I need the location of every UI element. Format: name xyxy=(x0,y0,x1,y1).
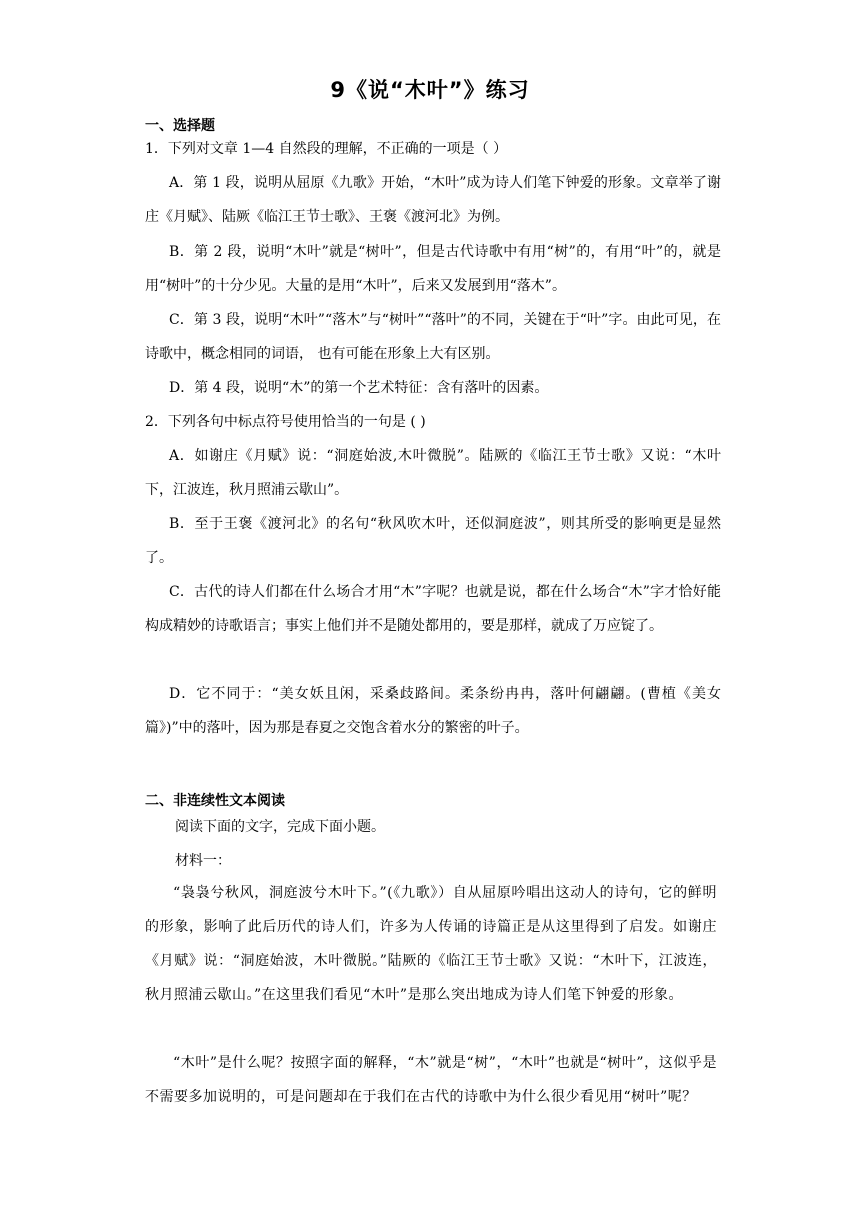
reading-instruction: 阅读下面的文字，完成下面小题。 xyxy=(175,819,385,835)
question-1-option-a: A．第 1 段，说明从屈原《九歌》开始，“木叶”成为诗人们笔下钟爱的形象。文章举了谢庄《月赋》、陆厥《临江王节士歌》、王褒《渡河北》为例。 xyxy=(145,175,721,225)
question-2-option-a: A．如谢庄《月赋》说：“洞庭始波,木叶微脱”。陆厥的《临江王节士歌》又说：“木叶下，江波连，秋月照浦云歇山”。 xyxy=(145,448,721,498)
question-2-option-d: D．它不同于：“美女妖且闲，采桑歧路间。柔条纷冉冉，落叶何翩翩。(曹植《美女篇》)”中的落叶，因为那是春夏之交饱含着水分的繁密的叶子。 xyxy=(145,686,721,736)
question-2-stem: 2．下列各句中标点符号使用恰当的一句是 ( ) xyxy=(145,414,426,430)
question-1-option-b: B．第 2 段，说明“木叶”就是“树叶”，但是古代诗歌中有用“树”的，有用“叶”的，就是用“树叶”的十分少见。大量的是用“木叶”，后来又发展到用“落木”。 xyxy=(145,244,721,294)
question-1-stem: 1．下列对文章 1—4 自然段的理解，不正确的一项是（ ） xyxy=(145,141,508,157)
page-title: 9《说“木叶”》练习 xyxy=(330,78,530,102)
question-1-option-c: C．第 3 段，说明“木叶”“落木”与“树叶”“落叶”的不同，关键在于“叶”字。由此可见，在诗歌中，概念相同的词语， 也有可能在形象上大有区别。 xyxy=(145,312,721,362)
section-heading-choice: 一、选择题 xyxy=(145,118,215,134)
material-paragraph-1: “袅袅兮秋风，洞庭波兮木叶下。”(《九歌》）自从屈原吟唱出这动人的诗句，它的鲜明的形象，影响了此后历代的诗人们，许多为人传诵的诗篇正是从这里得到了启发。如谢庄《月赋》说：“洞庭始波，木叶微脱。”陆厥的《临江王节士歌》又说：“木叶下，江波连，秋月照浦云歇山。”在这里我们看见“木叶”是那么突出地成为诗人们笔下钟爱的形象。 xyxy=(145,885,717,1003)
question-1-option-d: D．第 4 段，说明“木”的第一个艺术特征：含有落叶的因素。 xyxy=(169,380,549,396)
material-paragraph-2: “木叶”是什么呢？按照字面的解释，“木”就是“树”，“木叶”也就是“树叶”，这似乎是不需要多加说明的，可是问题却在于我们在古代的诗歌中为什么很少看见用“树叶”呢？ xyxy=(145,1055,717,1105)
question-2-option-b: B．至于王褒《渡河北》的名句“秋风吹木叶，还似洞庭波”，则其所受的影响更是显然了。 xyxy=(145,516,721,566)
question-2-option-c: C．古代的诗人们都在什么场合才用“木”字呢？也就是说，都在什么场合“木”字才恰好能构成精妙的诗歌语言；事实上他们并不是随处都用的，要是那样，就成了万应锭了。 xyxy=(145,584,721,634)
section-heading-reading: 二、非连续性文本阅读 xyxy=(145,793,285,809)
material-label: 材料一： xyxy=(175,853,231,869)
